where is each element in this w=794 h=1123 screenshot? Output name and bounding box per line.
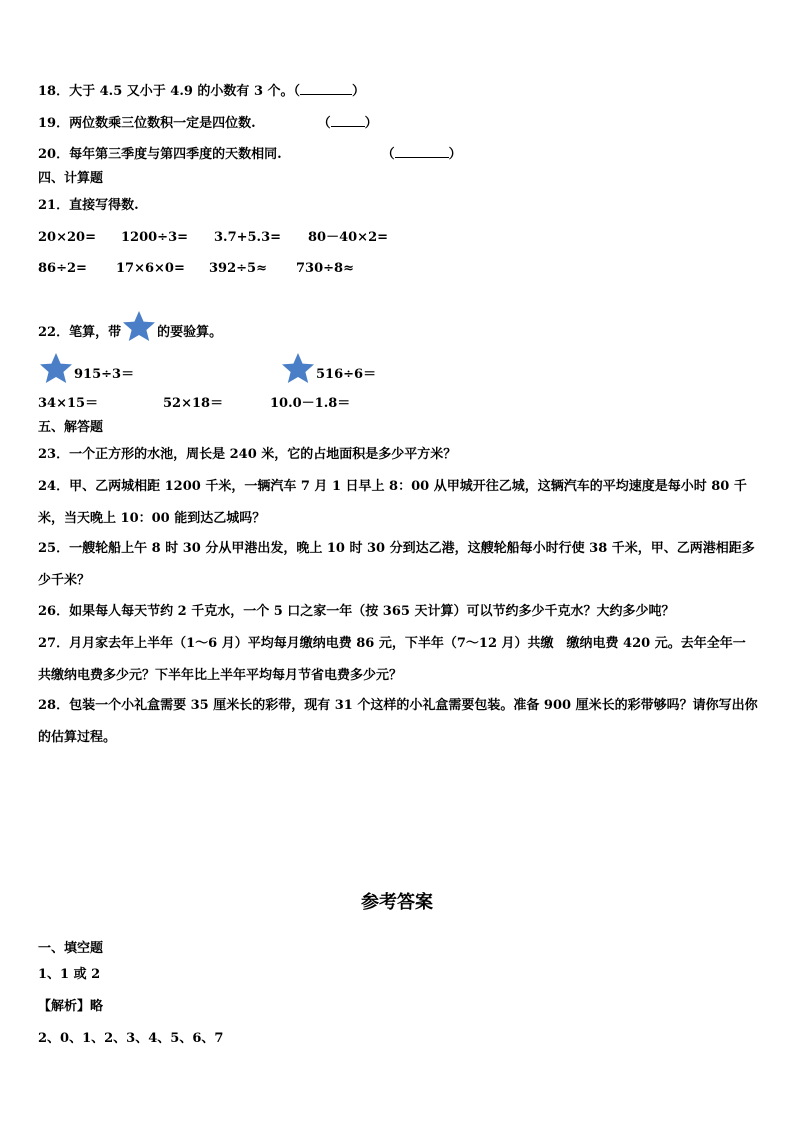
- calc-item: 80－40×2=: [308, 230, 389, 245]
- answers-title: 参考答案: [361, 892, 433, 913]
- question-27: 27．月月家去年上半年（1～6 月）平均每月缴纳电费 86 元，下半年（7～12 月）共缴 缴纳电费 420 元。去年全年一共缴纳电费多少元？下半年比上半年平均每月节省电费多少元？: [38, 636, 746, 683]
- calc-item: 730÷8≈: [296, 261, 354, 276]
- section-4-heading: 四、计算题: [38, 171, 104, 186]
- calc-item: 10.0－1.8＝: [270, 396, 351, 411]
- question-23: 23．一个正方形的水池，周长是 240 米，它的占地面积是多少平方米？: [38, 447, 457, 462]
- section-5-heading: 五、解答题: [38, 420, 104, 435]
- calc-item: 17×6×0=: [116, 261, 185, 276]
- answer-blank-18[interactable]: [300, 82, 352, 95]
- answer-2: 2、0、1、2、3、4、5、6、7: [38, 1031, 224, 1046]
- question-22-title: 22．笔算，带 的要验算。: [38, 310, 222, 355]
- star-icon: [121, 310, 157, 355]
- question-28: 28．包装一个小礼盒需要 35 厘米长的彩带，现有 31 个这样的小礼盒需要包装。准备 900 厘米长的彩带够吗？请你写出你的估算过程。: [38, 698, 758, 745]
- question-20: 20．每年第三季度与第四季度的天数相同. （ ）: [38, 147, 462, 162]
- calc-item: 86÷2=: [38, 261, 87, 276]
- question-19: 19．两位数乘三位数积一定是四位数. （ ）: [38, 116, 378, 131]
- question-25: 25．一艘轮船上午 8 时 30 分从甲港出发，晚上 10 时 30 分到达乙港，这艘轮船每小时行使 38 千米，甲、乙两港相距多少千米？: [38, 541, 755, 588]
- question-18-text: 18．大于 4.5 又小于 4.9 的小数有 3 个。: [38, 84, 294, 99]
- calc-item: 1200÷3=: [121, 230, 189, 245]
- question-19-text: 19．两位数乘三位数积一定是四位数.: [38, 116, 256, 131]
- question-26: 26．如果每人每天节约 2 千克水，一个 5 口之家一年（按 365 天计算）可以节约多少千克水？大约多少吨？: [38, 604, 675, 619]
- answer-blank-20[interactable]: [395, 145, 449, 158]
- answers-section-1: 一、填空题: [38, 941, 104, 956]
- starred-calc-item: 915÷3＝: [38, 352, 134, 397]
- calc-item: 52×18＝: [163, 396, 224, 411]
- question-18: 18．大于 4.5 又小于 4.9 的小数有 3 个。（ ）: [38, 84, 366, 99]
- calc-item: 20×20=: [38, 230, 96, 245]
- question-21-title: 21．直接写得数.: [38, 198, 139, 213]
- calc-item: 34×15＝: [38, 396, 99, 411]
- star-icon: [280, 352, 316, 397]
- answer-1: 1、1 或 2: [38, 967, 101, 982]
- calc-item: 3.7+5.3=: [214, 230, 282, 245]
- answer-1-analysis: 【解析】略: [38, 999, 104, 1014]
- question-24: 24．甲、乙两城相距 1200 千米，一辆汽车 7 月 1 日早上 8：00 从甲城开往乙城，这辆汽车的平均速度是每小时 80 千米，当天晚上 10：00 能到达乙城吗？: [38, 479, 747, 526]
- calc-item: 392÷5≈: [209, 261, 267, 276]
- question-20-text: 20．每年第三季度与第四季度的天数相同.: [38, 147, 282, 162]
- star-icon: [38, 352, 74, 397]
- starred-calc-item: 516÷6＝: [280, 352, 376, 397]
- answer-blank-19[interactable]: [331, 114, 365, 127]
